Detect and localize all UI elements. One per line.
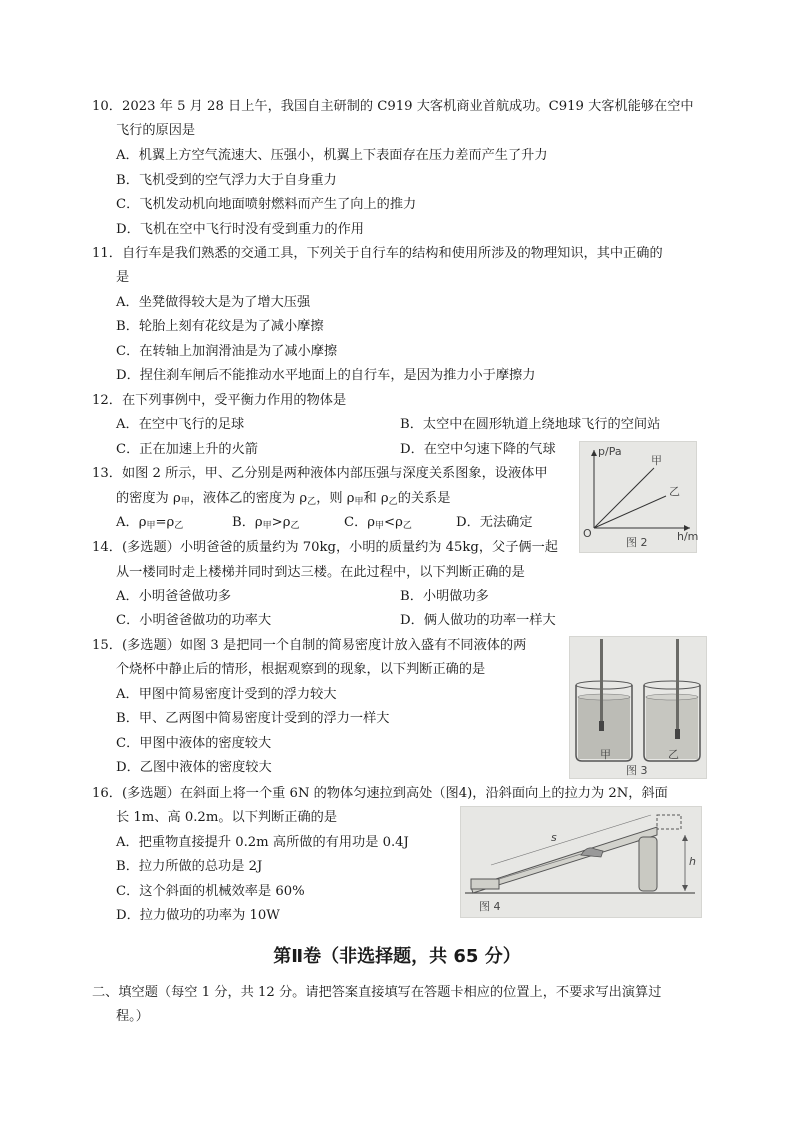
q11-option-a: A．坐凳做得较大是为了增大压强 (116, 295, 311, 310)
section-2-title: 第Ⅱ卷（非选择题，共 65 分） (273, 946, 521, 967)
q13-option-d: D．无法确定 (456, 515, 533, 530)
x-axis-label: h/m (677, 530, 699, 543)
q14-option-a: A．小明爸爸做功多 (116, 589, 232, 604)
q15-option-b: B．甲、乙两图中简易密度计受到的浮力一样大 (116, 711, 390, 726)
q10-option-d: D．飞机在空中飞行时没有受到重力的作用 (116, 222, 364, 237)
line-yi-label: 乙 (669, 485, 680, 498)
q15-option-a: A．甲图中简易密度计受到的浮力较大 (116, 687, 337, 702)
q13-stem-line1: 13．如图 2 所示，甲、乙分别是两种液体内部压强与深度关系图象，设液体甲 (92, 466, 548, 481)
q15-option-d: D．乙图中液体的密度较大 (116, 760, 272, 775)
height-label: h (689, 855, 696, 868)
beaker-yi-label: 乙 (668, 748, 679, 761)
figure-4-caption: 图 4 (479, 900, 501, 913)
q14-stem-line1: 14．(多选题）小明爸爸的质量约为 70kg，小明的质量约为 45kg，父子俩一起 (92, 540, 558, 555)
q11-stem-line2: 是 (116, 270, 130, 285)
q13-option-c: C．$\rho_甲<\rho_乙$ (344, 515, 412, 531)
line-jia-label: 甲 (651, 454, 662, 467)
q11-stem-line1: 11．自行车是我们熟悉的交通工具，下列关于自行车的结构和使用所涉及的物理知识，其中正确的 (92, 246, 663, 261)
q10-option-b: B．飞机受到的空气浮力大于自身重力 (116, 173, 337, 188)
q12-option-b: B．太空中在圆形轨道上绕地球飞行的空间站 (400, 417, 661, 432)
slope-length-label: s (551, 831, 557, 844)
q13-option-b: B．$\rho_甲>\rho_乙$ (232, 515, 300, 531)
q14-option-b: B．小明做功多 (400, 589, 489, 604)
q15-stem-line2: 个烧杯中静止后的情形，根据观察到的现象，以下判断正确的是 (116, 662, 486, 677)
q11-option-d: D．捏住刹车闸后不能推动水平地面上的自行车，是因为推力小于摩擦力 (116, 368, 536, 383)
origin-label: O (583, 527, 592, 540)
q15-stem-line1: 15．(多选题）如图 3 是把同一个自制的简易密度计放入盛有不同液体的两 (92, 638, 527, 653)
q10-stem-line1: 10．2023 年 5 月 28 日上午，我国自主研制的 C919 大客机商业首航成功。C919 大客机能够在空中 (92, 99, 694, 114)
q12-option-d: D．在空中匀速下降的气球 (400, 442, 556, 457)
q15-option-c: C．甲图中液体的密度较大 (116, 736, 272, 751)
section-2-intro-line1: 二、填空题（每空 1 分，共 12 分。请把答案直接填写在答题卡相应的位置上，不要求写出演算过 (92, 985, 662, 1000)
q11-option-c: C．在转轴上加润滑油是为了减小摩擦 (116, 344, 338, 359)
q10-option-a: A．机翼上方空气流速大、压强小，机翼上下表面存在压力差而产生了升力 (116, 148, 548, 163)
q16-option-d: D．拉力做功的功率为 10W (116, 908, 280, 923)
figure-2-pressure-depth-graph (579, 441, 697, 553)
q16-stem-line1: 16．(多选题）在斜面上将一个重 6N 的物体匀速拉到高处（图4)，沿斜面向上的拉力为 2N，斜面 (92, 786, 668, 801)
q10-stem-line2: 飞行的原因是 (116, 123, 196, 138)
y-axis-label: p/Pa (598, 445, 622, 458)
q16-option-c: C．这个斜面的机械效率是 60% (116, 884, 305, 899)
q16-option-b: B．拉力所做的总功是 2J (116, 859, 263, 874)
q11-option-b: B．轮胎上刻有花纹是为了减小摩擦 (116, 319, 324, 334)
q13-stem-line2: 的密度为 $\rho_甲$，液体乙的密度为 $\rho_乙$，则 $\rho_甲$和 $\rho_乙$的关系是 (116, 491, 451, 507)
figure-4-incline-setup (460, 806, 702, 918)
q14-option-d: D．俩人做功的功率一样大 (400, 613, 556, 628)
beaker-jia-label: 甲 (600, 748, 611, 761)
q16-stem-line2: 长 1m、高 0.2m。以下判断正确的是 (116, 810, 338, 825)
q12-option-c: C．正在加速上升的火箭 (116, 442, 258, 457)
q12-option-a: A．在空中飞行的足球 (116, 417, 245, 432)
q12-stem: 12．在下列事例中，受平衡力作用的物体是 (92, 393, 347, 408)
figure-3-caption: 图 3 (626, 764, 648, 777)
line-yi (594, 496, 666, 528)
q13-option-a: A．$\rho_甲=\rho_乙$ (116, 515, 184, 531)
figure-2-caption: 图 2 (626, 536, 648, 549)
line-jia (594, 468, 654, 528)
q14-option-c: C．小明爸爸做功的功率大 (116, 613, 272, 628)
figure-3-density-meter-beakers (569, 636, 707, 779)
section-2-intro-line2: 程。） (116, 1009, 149, 1024)
q14-stem-line2: 从一楼同时走上楼梯并同时到达三楼。在此过程中，以下判断正确的是 (116, 565, 525, 580)
q10-option-c: C．飞机发动机向地面喷射燃料而产生了向上的推力 (116, 197, 417, 212)
q16-option-a: A．把重物直接提升 0.2m 高所做的有用功是 0.4J (116, 835, 409, 850)
